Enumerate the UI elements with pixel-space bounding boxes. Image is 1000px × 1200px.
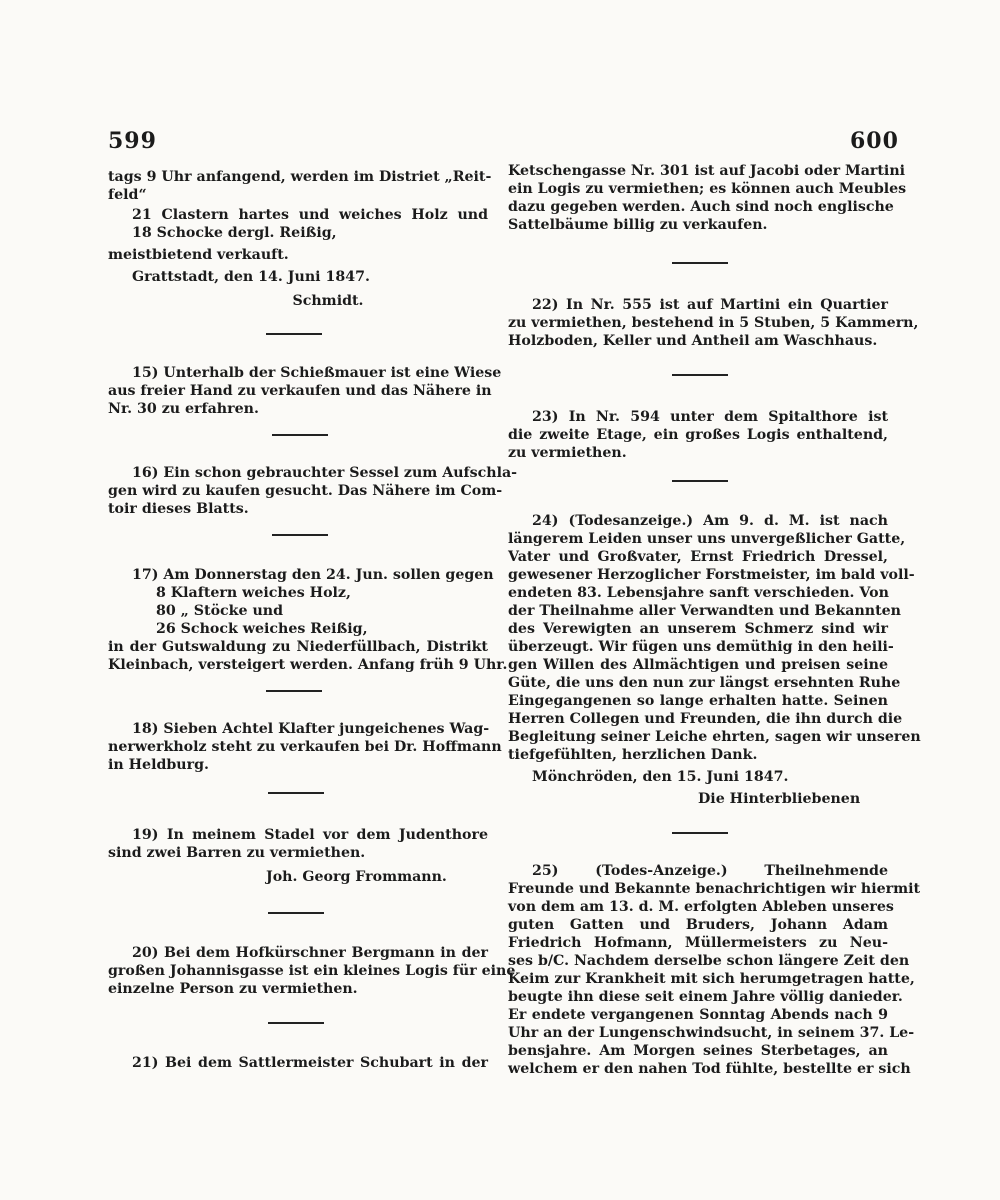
text-line: der Theilnahme aller Verwandten und Bekannten (508, 603, 901, 619)
text-line: 22) In Nr. 555 ist auf Martini ein Quartier (532, 297, 888, 313)
text-line: großen Johannisgasse ist ein kleines Logis für eine (108, 963, 516, 979)
text-line: 20) Bei dem Hofkürschner Bergmann in der (132, 945, 488, 961)
signature: Schmidt. (292, 293, 364, 309)
divider-rule (266, 690, 322, 692)
text-line: 17) Am Donnerstag den 24. Jun. sollen gegen (132, 567, 494, 583)
text-line: 18 Schocke dergl. Reißig, (132, 225, 337, 241)
text-line: toir dieses Blatts. (108, 501, 249, 517)
divider-rule (672, 374, 728, 376)
text-line: 21) Bei dem Sattlermeister Schubart in der (132, 1055, 488, 1071)
text-line: 15) Unterhalb der Schießmauer ist eine Wiese (132, 365, 502, 381)
text-line: gewesener Herzoglicher Forstmeister, im bald voll- (508, 567, 915, 583)
divider-rule (268, 912, 324, 914)
text-line: 8 Klaftern weiches Holz, (156, 585, 351, 601)
text-line: Kleinbach, versteigert werden. Anfang früh 9 Uhr. (108, 657, 508, 673)
text-line: 26 Schock weiches Reißig, (156, 621, 368, 637)
text-line: ses b/C. Nachdem derselbe schon längere Zeit den (508, 953, 910, 969)
text-line: dazu gegeben werden. Auch sind noch englische (508, 199, 894, 215)
text-line: überzeugt. Wir fügen uns demüthig in den heili- (508, 639, 894, 655)
text-line: welchem er den nahen Tod fühlte, bestellte er sich (508, 1061, 911, 1077)
divider-rule (268, 1022, 324, 1024)
text-line: längerem Leiden unser uns unvergeßlicher Gatte, (508, 531, 906, 547)
text-line: Herren Collegen und Freunden, die ihn durch die (508, 711, 903, 727)
text-line: von dem am 13. d. M. erfolgten Ableben unseres (508, 899, 894, 915)
text-line: beugte ihn diese seit einem Jahre völlig danieder. (508, 989, 903, 1005)
divider-rule (272, 434, 328, 436)
text-line: Uhr an der Lungenschwindsucht, in seinem 37. Le- (508, 1025, 915, 1041)
text-line: gen wird zu kaufen gesucht. Das Nähere im Com- (108, 483, 503, 499)
text-line: Ketschengasse Nr. 301 ist auf Jacobi oder Martini (508, 163, 906, 179)
page-number-right: 600 (850, 128, 899, 154)
text-line: Freunde und Bekannte benachrichtigen wir hiermit (508, 881, 921, 897)
text-line: 16) Ein schon gebrauchter Sessel zum Aufschla- (132, 465, 518, 481)
text-line: feld“ (108, 187, 147, 203)
text-line: Vater und Großvater, Ernst Friedrich Dressel, (508, 549, 888, 565)
text-line: einzelne Person zu vermiethen. (108, 981, 358, 997)
text-line: meistbietend verkauft. (108, 247, 289, 263)
text-line: nerwerkholz steht zu verkaufen bei Dr. Hoffmann (108, 739, 502, 755)
text-line: Grattstadt, den 14. Juni 1847. (132, 269, 370, 285)
text-line: 80 „ Stöcke und (156, 603, 284, 619)
signature: Joh. Georg Frommann. (266, 869, 447, 885)
text-line: endeten 83. Lebensjahre sanft verschieden. Von (508, 585, 889, 601)
text-line: gen Willen des Allmächtigen und preisen seine (508, 657, 888, 673)
text-line: die zweite Etage, ein großes Logis enthaltend, (508, 427, 888, 443)
text-line: Begleitung seiner Leiche ehrten, sagen wir unseren (508, 729, 921, 745)
text-line: tiefgefühlten, herzlichen Dank. (508, 747, 758, 763)
text-line: aus freier Hand zu verkaufen und das Nähere in (108, 383, 492, 399)
text-line: Keim zur Krankheit mit sich herumgetragen hatte, (508, 971, 915, 987)
divider-rule (672, 480, 728, 482)
text-line: in der Gutswaldung zu Niederfüllbach, Distrikt (108, 639, 488, 655)
text-line: Holzboden, Keller und Antheil am Waschhaus. (508, 333, 878, 349)
text-line: ein Logis zu vermiethen; es können auch Meubles (508, 181, 907, 197)
text-line: Mönchröden, den 15. Juni 1847. (532, 769, 789, 785)
page-number-left: 599 (108, 128, 157, 154)
text-line: 19) In meinem Stadel vor dem Judenthore (132, 827, 488, 843)
text-line: sind zwei Barren zu vermiethen. (108, 845, 366, 861)
divider-rule (672, 262, 728, 264)
text-line: 21 Clastern hartes und weiches Holz und (132, 207, 488, 223)
text-line: 25) (Todes-Anzeige.) Theilnehmende (532, 863, 888, 879)
text-line: Sattelbäume billig zu verkaufen. (508, 217, 768, 233)
divider-rule (672, 832, 728, 834)
text-line: 23) In Nr. 594 unter dem Spitalthore ist (532, 409, 888, 425)
divider-rule (268, 792, 324, 794)
text-line: Güte, die uns den nun zur längst ersehnten Ruhe (508, 675, 901, 691)
text-line: Eingegangenen so lange erhalten hatte. Seinen (508, 693, 888, 709)
text-line: Nr. 30 zu erfahren. (108, 401, 259, 417)
text-line: bensjahre. Am Morgen seines Sterbetages, an (508, 1043, 888, 1059)
text-line: zu vermiethen, bestehend in 5 Stuben, 5 Kammern, (508, 315, 919, 331)
text-line: Er endete vergangenen Sonntag Abends nach 9 (508, 1007, 888, 1023)
text-line: des Verewigten an unserem Schmerz sind wir (508, 621, 888, 637)
text-line: in Heldburg. (108, 757, 209, 773)
text-line: zu vermiethen. (508, 445, 627, 461)
text-line: tags 9 Uhr anfangend, werden im Distriet „Reit- (108, 169, 492, 185)
divider-rule (272, 534, 328, 536)
text-line: guten Gatten und Bruders, Johann Adam (508, 917, 888, 933)
text-line: 18) Sieben Achtel Klafter jungeichenes Wag- (132, 721, 490, 737)
text-line: 24) (Todesanzeige.) Am 9. d. M. ist nach (532, 513, 888, 529)
signature: Die Hinterbliebenen (698, 791, 861, 807)
divider-rule (266, 333, 322, 335)
text-line: Friedrich Hofmann, Müllermeisters zu Neu- (508, 935, 888, 951)
